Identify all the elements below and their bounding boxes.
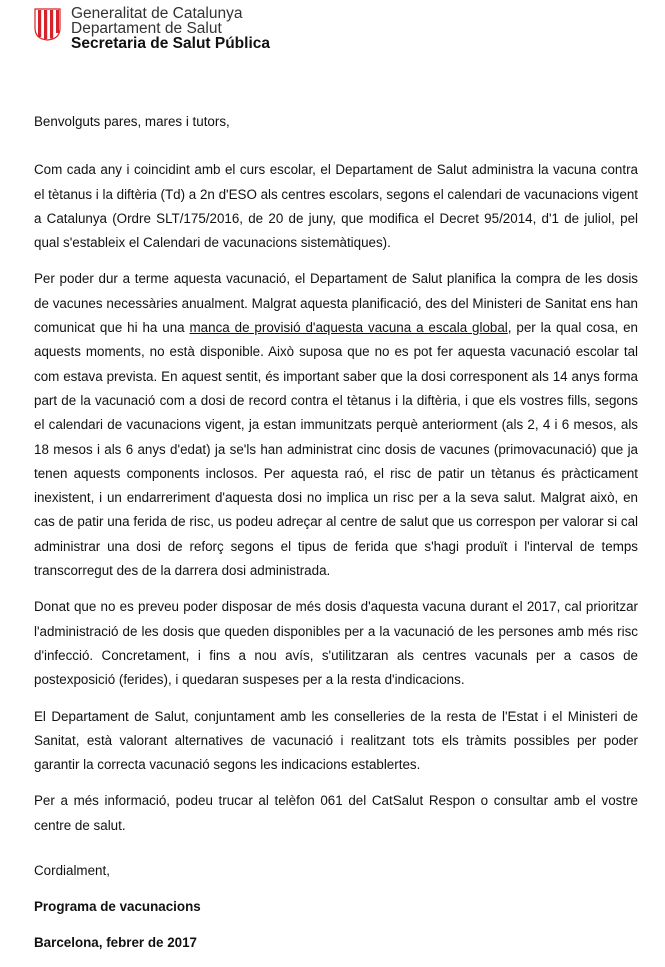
letter-body (34, 110, 638, 850)
letter-closing (34, 859, 201, 955)
org-secretariat: Secretaria de Salut Pública (71, 35, 271, 52)
paragraph-contact: Per a més informació, podeu trucar al telèfon 061 del CatSalut Respon o consultar amb el vostre centre de salut. (34, 793, 638, 833)
paragraph-shortage-start: Per poder dur a terme aquesta vacunació, el Departament de Salut planifica la compra de les dosis de vacunes necessàries anualment. Malgrat aquesta planificació, des del Ministeri de Sanitat ens han comunicat que hi ha una (34, 271, 638, 336)
org-department: Departament de Salut (71, 20, 222, 37)
paragraph-shortage (34, 267, 638, 583)
generalitat-senyera-shield-icon (34, 8, 61, 41)
underlined-shortage-text: manca de provisió d'aquesta vacuna a escala global (189, 320, 508, 336)
paragraph-shortage-end: , per la qual cosa, en aquests moments, no està disponible. Això suposa que no es pot fer aquesta vacunació escolar tal com estava prevista. En aquest sentit, és important saber que la dosi corresponent als 14 anys forma part de la vacunació com a dosi de record contra el tètanus i la diftèria, i que els vostres fills, segons el calendari de vacunacions vigent, ja estan immunitzats perquè anteriorment (als 2, 4 i 6 mesos, als 18 mesos i als 6 anys d'edat) ja se'ls han administrat cinc dosis de vacunes (primovacunació) que ja tenen aquests components inclosos. Per aquesta raó, el risc de patir un tètanus és pràcticament inexistent, i un endarreriment d'aquesta dosi no implica un risc per a la seva salut. Malgrat això, en cas de patir una ferida de risc, us podeu adreçar al centre de salut que us correspon per valorar si cal administrar una dosi de reforç segons el tipus de ferida que s'hagi produït i l'interval de temps transcorregut des de la darrera dosi administrada. (34, 320, 638, 579)
letterhead (34, 6, 270, 62)
letterhead-text (71, 6, 270, 51)
salutation: Benvolguts pares, mares i tutors, (34, 114, 230, 129)
closing-regards: Cordialment, (34, 863, 110, 878)
org-generalitat: Generalitat de Catalunya (71, 5, 243, 22)
paragraph-alternatives: El Departament de Salut, conjuntament amb les conselleries de la resta de l'Estat i el Ministeri de Sanitat, està valorant alternatives de vacunació i realitzant tots els tràmits possibles per poder garantir la correcta vacunació segons les indicacions establertes. (34, 708, 638, 773)
closing-signature: Programa de vacunacions (34, 899, 201, 914)
paragraph-prioritization: Donat que no es preveu poder disposar de més dosis d'aquesta vacuna durant el 2017, cal prioritzar l'administració de les dosis que queden disponibles per a la vacunació de les persones amb més risc d'infecció. Concretament, i fins a nou avís, s'utilitzaran als centres vacunals per a casos de postexposició (ferides), i quedaran suspeses per a la resta d'indicacions. (34, 599, 638, 688)
closing-place-date: Barcelona, febrer de 2017 (34, 935, 198, 950)
paragraph-intro: Com cada any i coincidint amb el curs escolar, el Departament de Salut administra la vacuna contra el tètanus i la diftèria (Td) a 2n d'ESO als centres escolars, segons el calendari de vacunacions vigent a Catalunya (Ordre SLT/175/2016, de 20 de juny, que modifica el Decret 95/2014, d'1 de juliol, pel qual s'estableix el Calendari de vacunacions sistemàtiques). (34, 162, 638, 251)
